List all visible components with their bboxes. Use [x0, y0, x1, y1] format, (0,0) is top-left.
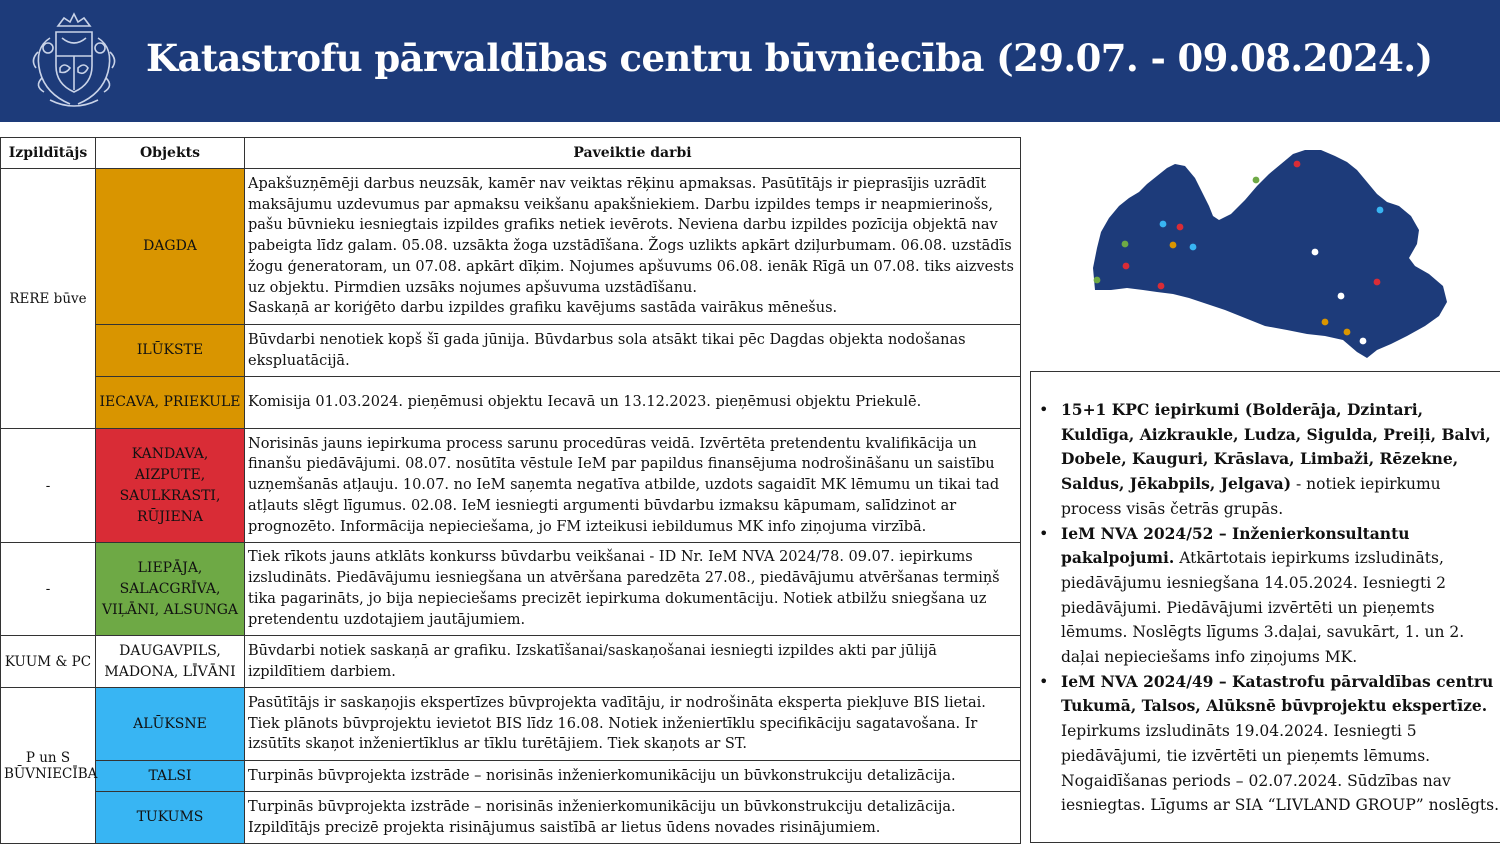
executor-cell: - [1, 429, 96, 543]
map-dot [1158, 283, 1165, 290]
map-dot [1253, 177, 1260, 184]
works-cell: Norisinās jauns iepirkuma process sarunu procedūras veidā. Izvērtēta pretendentu kvalifikācija un finanšu piedāvājumi. 08.07. nosūtīta vēstule IeM par papildus finansējuma nodrošināšanu un saistību uzņemšanās atļauju. 10.07. no IeM saņemta negatīva atbilde, uzdots sagaidīt MK lēmumu un tikai tad atļauts slēgt līgumus. 02.08. IeM iesniegti argumenti būvdarbu izmaksu kāpumam, salīdzinot ar prognozēto. Informācija nepieciešama, jo FM izteikusi iebildumus MK info ziņojuma virzībā. [245, 429, 1021, 543]
works-text-extra: Saskaņā ar koriģēto darbu izpildes grafiku kavējums sastāda vairākus mēnešus. [248, 300, 838, 317]
column-header-executor: Izpildītājs [1, 138, 96, 169]
item-text: Atkārtotais iepirkums izsludināts, piedāvājumu iesniegšana 14.05.2024. Iesniegti 2 piedāvājumi. Piedāvājumi izvērtēti un pieņemts lēmums. Noslēgts līgums 3.daļai, savukārt, 1. un 2. daļai nepieciešams info ziņojums MK. [1061, 549, 1465, 667]
header-bar [0, 0, 1500, 122]
table-header-row [1, 138, 1021, 169]
executor-cell: P un S BŪVNIECĪBA [1, 688, 96, 844]
procurement-info-box [1030, 371, 1500, 843]
works-text: Apakšuzņēmēji darbus neuzsāk, kamēr nav veiktas rēķinu apmaksas. Pasūtītājs ir pieprasījis uzrādīt maksājumu uzdevumus par apmaksu veikšanu apakšniekiem. Darbu izpildes temps ir neapmierinošs, pašu būvnieku iesniegtais izpildes grafiks netiek ievērots. Neviena darbu izpildes pozīcija objektā nav pabeigta līdz galam. 05.08. uzsākta žoga uzstādīšana. Žogs uzlikts apkārt dziļurbumam. 06.08. uzstādīs žogu ģeneratoram, un 07.08. apkārt dīķim. Nojumes apšuvums 06.08. ienāk Rīgā un 07.08. tiks aizvests uz objektu. Pirmdien uzsāks nojumes apšuvuma uzstādīšanu. [248, 175, 1014, 296]
item-text: Iepirkums izsludināts 19.04.2024. Iesniegti 5 piedāvājumi, tie izvērtēti un pieņemts lēmums. Nogaidīšanas periods – 02.07.2024. Sūdzības nav iesniegtas. Līgums ar SIA “LIVLAND GROUP” noslēgts. [1061, 722, 1500, 815]
table-row [1, 636, 1021, 688]
bullet-icon: • [1039, 523, 1049, 543]
object-cell: ALŪKSNE [96, 688, 245, 761]
executor-cell: - [1, 543, 96, 636]
works-cell: Turpinās būvprojekta izstrāde – norisinās inženierkomunikāciju un būvkonstrukciju detalizācija. [245, 761, 1021, 792]
table-row [1, 429, 1021, 543]
object-cell: KANDAVA, AIZPUTE, SAULKRASTI, RŪJIENA [96, 429, 245, 543]
item-title: IeM NVA 2024/49 – Katastrofu pārvaldības centru Tukumā, Talsos, Alūksnē būvprojektu ekspertīze. [1061, 671, 1494, 716]
bullet-icon: • [1039, 400, 1049, 419]
object-cell: ILŪKSTE [96, 325, 245, 377]
map-dot [1122, 241, 1129, 248]
works-cell: Komisija 01.03.2024. pieņēmusi objektu Iecavā un 13.12.2023. pieņēmusi objektu Priekulē. [245, 377, 1021, 429]
executor-cell: RERE būve [1, 169, 96, 429]
table-row [1, 543, 1021, 636]
map-dot [1177, 224, 1184, 231]
works-cell: Būvdarbi nenotiek kopš šī gada jūnija. Būvdarbus sola atsākt tikai pēc Dagdas objekta nodošanas ekspluatācijā. [245, 325, 1021, 377]
object-cell: LIEPĀJA, SALACGRĪVA, VIĻĀNI, ALSUNGA [96, 543, 245, 636]
map-dot [1294, 161, 1301, 168]
works-cell: Pasūtītājs ir saskaņojis ekspertīzes būvprojekta vadītāju, ir nodrošināta eksperta piekļuve BIS lietai. Tiek plānots būvprojektu ievietot BIS līdz 16.08. Notiek inženiertīklu specifikāciju sagatavošana. Ir izsūtīts skaņot inženiertīklus ar tīklu turētājiem. Tiek skaņots ar ST. [245, 688, 1021, 761]
table-row [1, 761, 1021, 792]
item-title: 15+1 KPC iepirkumi (Bolderāja, Dzintari, Kuldīga, Aizkraukle, Ludza, Sigulda, Preiļi, Balvi, Dobele, Kauguri, Krāslava, Limbaži, Rēzekne, Saldus, Jēkabpils, Jelgava) [1061, 400, 1491, 494]
object-cell: IECAVA, PRIEKULE [96, 377, 245, 429]
bullet-icon: • [1039, 671, 1049, 691]
table-row [1, 377, 1021, 429]
map-dot [1123, 263, 1130, 270]
latvia-outline [1093, 150, 1447, 358]
map-dot [1377, 207, 1384, 214]
map-dot [1374, 279, 1381, 286]
table-row [1, 792, 1021, 844]
list-item [1039, 398, 1500, 522]
procurement-list [1031, 372, 1500, 818]
map-dot [1344, 329, 1351, 336]
column-header-works: Paveiktie darbi [245, 138, 1021, 169]
list-item [1039, 522, 1500, 670]
works-cell: Turpinās būvprojekta izstrāde – norisinās inženierkomunikāciju un būvkonstrukciju detalizācija. Izpildītājs precizē projekta risinājumus saistībā ar lietus ūdens novades risinājumiem. [245, 792, 1021, 844]
works-cell: Tiek rīkots jauns atklāts konkurss būvdarbu veikšanai - ID Nr. IeM NVA 2024/78. 09.07. iepirkums izsludināts. Piedāvājumu iesniegšana un atvēršana paredzēta 27.08., piedāvājumu atvēršanas termiņš tika pagarināts, jo bija nepieciešams precizēt iepirkuma dokumentāciju. Notiek atbilžu sniegšana uz pretendentu uzdotajiem jautājumiem. [245, 543, 1021, 636]
column-header-object: Objekts [96, 138, 245, 169]
map-dot [1094, 277, 1101, 284]
page-title: Katastrofu pārvaldības centru būvniecība (29.07. - 09.08.2024.) [146, 36, 1433, 80]
map-dot [1322, 319, 1329, 326]
map-dot [1160, 221, 1167, 228]
table-row [1, 325, 1021, 377]
table-row [1, 169, 1021, 325]
works-cell [245, 169, 1021, 325]
map-dot [1190, 244, 1197, 251]
item-text: - notiek iepirkumu process visās četrās grupās. [1061, 475, 1441, 518]
table-row [1, 688, 1021, 761]
object-cell: DAGDA [96, 169, 245, 325]
list-item [1039, 670, 1500, 818]
map-dot [1360, 338, 1367, 345]
map-dot [1338, 293, 1345, 300]
latvia-map [1085, 140, 1450, 365]
works-cell: Būvdarbi notiek saskaņā ar grafiku. Izskatīšanai/saskaņošanai iesniegti izpildes akti par jūlijā izpildītiem darbiem. [245, 636, 1021, 688]
works-table [0, 137, 1021, 844]
map-dot [1170, 242, 1177, 249]
coat-of-arms-icon [20, 8, 128, 114]
object-cell: DAUGAVPILS, MADONA, LĪVĀNI [96, 636, 245, 688]
object-cell: TALSI [96, 761, 245, 792]
object-cell: TUKUMS [96, 792, 245, 844]
item-title: IeM NVA 2024/52 – Inženierkonsultantu pakalpojumi. [1061, 523, 1410, 568]
executor-cell: KUUM & PC [1, 636, 96, 688]
map-dot [1312, 249, 1319, 256]
